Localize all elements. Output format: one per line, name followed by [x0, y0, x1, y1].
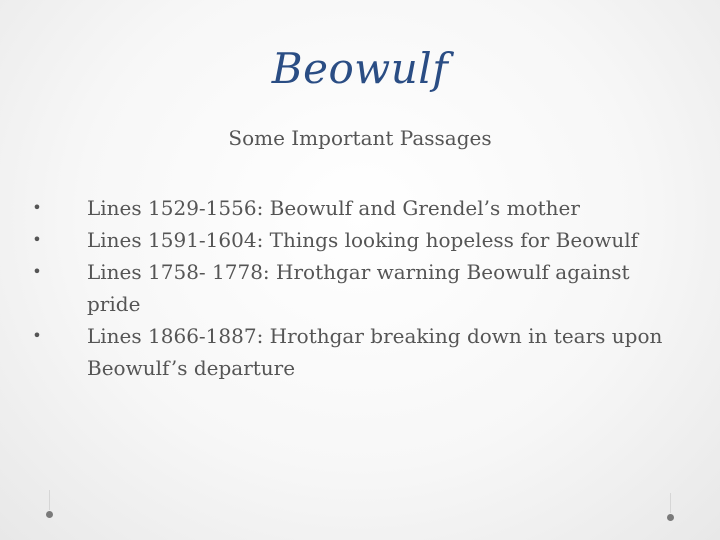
bullet-text-1: Lines 1529-1556: Beowulf and Grendel’s mother: [87, 196, 580, 220]
bullet-icon: •: [32, 262, 42, 281]
bullet-text-4: Lines 1866-1887: Hrothgar breaking down in tears upon Beowulf’s departure: [87, 324, 663, 380]
bullet-item-2: [30, 224, 680, 256]
bullet-text-2: Lines 1591-1604: Things looking hopeless for Beowulf: [87, 228, 639, 252]
bullet-item-3: [30, 256, 680, 320]
bullet-icon: •: [32, 230, 42, 249]
slide-subtitle: Some Important Passages: [228, 126, 492, 150]
decorative-dot-bottom-right: [667, 514, 674, 521]
bullet-item-1: [30, 192, 680, 224]
bullet-icon: •: [32, 198, 42, 217]
bullet-item-4: [30, 320, 680, 384]
bullet-text-3: Lines 1758- 1778: Hrothgar warning Beowulf against pride: [87, 260, 630, 316]
decorative-line-bottom-left: [49, 490, 50, 510]
decorative-dot-bottom-left: [46, 511, 53, 518]
decorative-line-bottom-right: [670, 493, 671, 513]
bullet-icon: •: [32, 326, 42, 345]
slide-title: Beowulf: [271, 44, 449, 93]
bullet-list: [30, 192, 680, 384]
